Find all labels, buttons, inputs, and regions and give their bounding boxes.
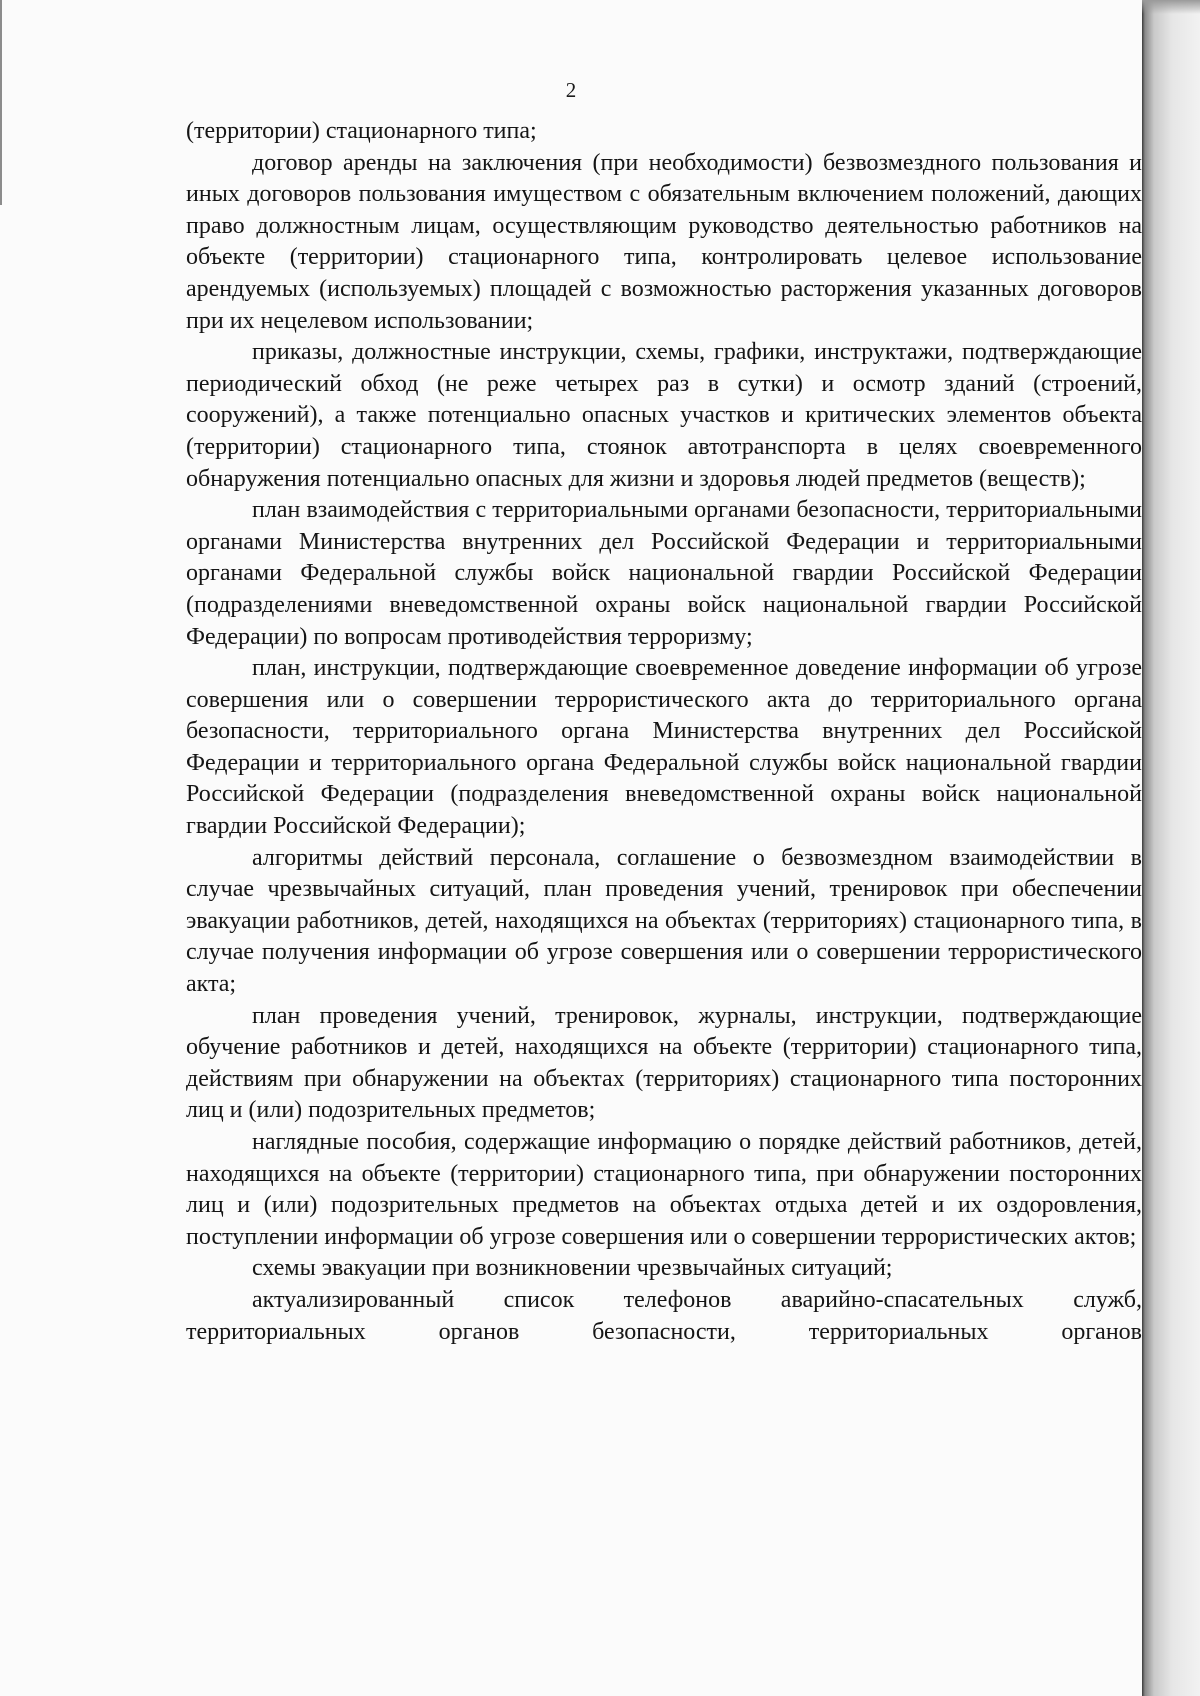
paragraph: приказы, должностные инструкции, схемы, графики, инструктажи, подтверждающие периодический обход (не реже четырех раз в сутки) и осмотр зданий (строений, сооружений), а также потенциально опасных участков и критических элементов объекта (территории) стационарного типа, стоянок автотранспорта в целях своевременного обнаружения потенциально опасных для жизни и здоровья людей предметов (веществ); [186,339,1142,492]
paragraph: (территории) стационарного типа; [186,118,537,144]
scan-border-shadow [1142,0,1200,1696]
paragraph: договор аренды на заключения (при необходимости) безвозмездного пользования и иных договоров пользования имуществом с обязательным включением положений, дающих право должностным лицам, осуществляющим руководство деятельностью работников на объекте (территории) стационарного типа, контролировать целевое использование арендуемых (используемых) площадей с возможностью расторжения указанных договоров при их нецелевом использовании; [186,149,1142,334]
paragraph: план взаимодействия с территориальными органами безопасности, территориальными органами Министерства внутренних дел Российской Федерации и территориальными органами Федеральной службы войск национальной гвардии Российской Федерации (подразделениями вневедомственной охраны войск национальной гвардии Российской Федерации) по вопросам противодействия терроризму; [186,497,1142,650]
paragraph: схемы эвакуации при возникновении чрезвычайных ситуаций; [252,1255,893,1282]
paragraph: наглядные пособия, содержащие информацию о порядке действий работников, детей, находящихся на объекте (территории) стационарного типа, при обнаружении посторонних лиц и (или) подозрительных предметов на объектах отдыха детей и их оздоровления, поступлении информации об угрозе совершения или о совершении террористических актов; [186,1129,1142,1250]
document-body [186,116,1142,1348]
paragraph: план проведения учений, тренировок, журналы, инструкции, подтверждающие обучение работников и детей, находящихся на объекте (территории) стационарного типа, действиям при обнаружении на объектах (территориях) стационарного типа посторонних лиц и (или) подозрительных предметов; [186,1002,1142,1124]
paragraph: актуализированный список телефонов аварийно-спасательных служб, территориальных органов безопасности, территориальных органов [186,1286,1142,1345]
page-number: 2 [565,78,577,102]
paragraph: план, инструкции, подтверждающие своевременное доведение информации об угрозе совершения или о совершении террористического акта до территориального органа безопасности, территориального органа Министерства внутренних дел Российской Федерации и территориального органа Федеральной службы войск национальной гвардии Российской Федерации (подразделения вневедомственной охраны войск национальной гвардии Российской Федерации); [186,655,1142,840]
paragraph: алгоритмы действий персонала, соглашение о безвозмездном взаимодействии в случае чрезвычайных ситуаций, план проведения учений, тренировок при обеспечении эвакуации работников, детей, находящихся на объектах (территориях) стационарного типа, в случае получения информации об угрозе совершения или о совершении террористического акта; [186,844,1142,998]
